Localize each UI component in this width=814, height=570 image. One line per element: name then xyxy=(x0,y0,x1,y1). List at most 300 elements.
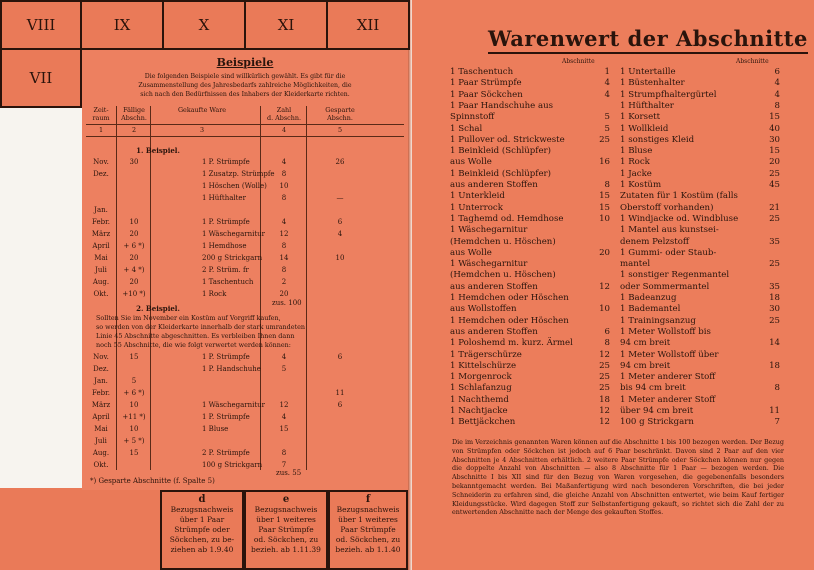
goods-cell: 1 Bluse xyxy=(202,425,229,433)
goods-item xyxy=(620,168,780,180)
goods-value: 16 xyxy=(599,157,610,168)
goods-name: 1 Schal xyxy=(450,123,483,134)
number-cell xyxy=(310,169,370,179)
goods-name: 1 sonstiger Regenmantel xyxy=(620,270,730,281)
number-cell: 12 xyxy=(279,230,289,238)
goods-name: 1 Mantel aus kunstsei- xyxy=(620,225,719,236)
goods-value: 10 xyxy=(599,213,610,224)
goods-cell: 1 P. Strümpfe xyxy=(202,353,250,361)
number-cell: 12 xyxy=(279,401,289,409)
goods-name: 1 Büstenhalter xyxy=(620,78,685,89)
goods-item xyxy=(450,292,610,304)
number-cell: 6 xyxy=(337,353,343,361)
goods-item xyxy=(620,202,780,214)
coupon-box-f xyxy=(328,490,408,570)
goods-item xyxy=(620,123,780,135)
number-cell xyxy=(310,241,370,251)
goods-name: 1 Meter anderer Stoff xyxy=(620,372,716,383)
period-cell: Mai xyxy=(94,425,108,433)
number-cell: 5 xyxy=(131,377,137,385)
goods-name: mantel xyxy=(620,259,651,270)
goods-name: aus Wolle xyxy=(450,157,492,168)
goods-name: aus anderen Stoffen xyxy=(450,326,538,337)
number-cell: 10 xyxy=(129,425,139,433)
goods-cell: 1 Hüfthalter xyxy=(202,194,246,202)
goods-name: 1 Trägerschürze xyxy=(450,349,522,360)
goods-value: 12 xyxy=(599,349,610,360)
period-cell: Nov. xyxy=(93,353,109,361)
period-cell: Juli xyxy=(95,266,107,274)
goods-value: 45 xyxy=(769,180,780,190)
goods-value: 15 xyxy=(599,191,610,202)
period-cell: Mai xyxy=(94,254,108,262)
number-cell xyxy=(264,376,304,386)
goods-value: 4 xyxy=(604,89,610,100)
goods-value: 8 xyxy=(604,338,610,349)
cut-edge xyxy=(0,108,82,488)
number-cell: 8 xyxy=(281,170,287,178)
column-header: d. Abschn. xyxy=(267,114,301,122)
period-cell: Febr. xyxy=(92,218,110,226)
coupon-xi: XI xyxy=(244,0,328,50)
number-cell: — xyxy=(336,194,344,202)
goods-name: 1 Unterrock xyxy=(450,202,503,213)
goods-cell: 1 P. Strümpfe xyxy=(202,413,250,421)
number-cell: 4 xyxy=(281,218,287,226)
page-title: Warenwert der Abschnitte xyxy=(488,26,808,54)
column-header: Gesparte xyxy=(325,106,355,114)
goods-value: 25 xyxy=(769,213,780,224)
page-fold xyxy=(408,0,412,570)
goods-item xyxy=(620,292,780,304)
goods-cell: 1 Wäschegarnitur xyxy=(202,401,266,409)
goods-name: aus Wolle xyxy=(450,247,492,258)
number-cell: 11 xyxy=(335,389,345,397)
column-header: Fällige xyxy=(123,106,145,114)
coupon-xii: XII xyxy=(326,0,410,50)
column-header: Abschn. xyxy=(121,114,147,122)
goods-item xyxy=(620,371,780,383)
goods-item xyxy=(450,100,610,112)
goods-item xyxy=(450,337,610,349)
goods-item xyxy=(620,236,780,248)
goods-name: 1 Wäschegarnitur xyxy=(450,259,528,270)
goods-value: 5 xyxy=(604,123,610,134)
column-number: 1 xyxy=(98,126,104,134)
goods-item xyxy=(450,179,610,191)
number-cell xyxy=(264,436,304,446)
goods-name: 1 Windjacke od. Windbluse xyxy=(620,213,739,224)
goods-value: 15 xyxy=(769,146,780,157)
period-cell: Aug. xyxy=(92,449,110,457)
example1-title: 1. Beispiel. xyxy=(136,146,180,155)
header-rule xyxy=(86,124,404,125)
goods-name: 1 Kittelschürze xyxy=(450,360,517,371)
coupon-x: X xyxy=(162,0,246,50)
goods-name: (Hemdchen u. Höschen) xyxy=(450,236,556,247)
number-cell: 4 xyxy=(337,230,343,238)
goods-name: 1 Meter anderer Stoff xyxy=(620,394,716,405)
number-cell xyxy=(310,412,370,422)
goods-name: 1 Meter Wollstoff über xyxy=(620,349,719,360)
period-cell: Okt. xyxy=(93,290,109,298)
goods-item xyxy=(620,213,780,225)
goods-item xyxy=(450,416,610,428)
goods-value: 25 xyxy=(599,383,610,394)
number-cell: 8 xyxy=(281,449,287,457)
goods-item xyxy=(620,179,780,191)
goods-name: 1 Poloshemd m. kurz. Ärmel xyxy=(450,338,573,349)
number-cell: 8 xyxy=(281,242,287,250)
number-cell: 20 xyxy=(129,254,139,262)
number-cell: 10 xyxy=(279,182,289,190)
goods-item xyxy=(450,269,610,281)
goods-name: aus anderen Stoffen xyxy=(450,281,538,292)
goods-name: 1 Paar Strümpfe xyxy=(450,78,522,89)
goods-item xyxy=(450,326,610,338)
goods-value: 25 xyxy=(769,259,780,270)
coupon-viii: VIII xyxy=(0,0,82,50)
col-head-right: Abschnitte xyxy=(736,58,769,65)
goods-name: 1 Strumpfhaltergürtel xyxy=(620,89,717,100)
number-cell: 10 xyxy=(335,254,345,262)
goods-name: 1 Taghemd od. Hemdhose xyxy=(450,213,564,224)
goods-value: 10 xyxy=(599,304,610,315)
goods-item xyxy=(620,303,780,315)
goods-value: 6 xyxy=(774,67,780,77)
goods-value: 14 xyxy=(769,338,780,349)
goods-item xyxy=(450,371,610,383)
goods-value: 35 xyxy=(769,236,780,247)
goods-item xyxy=(620,190,780,202)
goods-item xyxy=(620,281,780,293)
column-number: 5 xyxy=(337,126,343,134)
goods-item xyxy=(620,66,780,78)
goods-name: 1 Hemdchen oder Höschen xyxy=(450,293,569,303)
goods-value: 35 xyxy=(769,281,780,292)
goods-value: 6 xyxy=(604,326,610,337)
goods-value: 8 xyxy=(604,180,610,190)
goods-value: 4 xyxy=(604,78,610,89)
number-cell: 10 xyxy=(129,218,139,226)
goods-value: 12 xyxy=(599,417,610,428)
goods-cell: 100 g Strickgarn xyxy=(202,461,263,469)
goods-value: 25 xyxy=(769,168,780,179)
goods-item xyxy=(620,337,780,349)
period-cell: April xyxy=(92,242,110,250)
goods-item xyxy=(620,134,780,146)
goods-name: 1 Meter Wollstoff bis xyxy=(620,326,711,337)
coupon-vii: VII xyxy=(0,48,82,108)
goods-name: 1 Hüfthalter xyxy=(620,100,674,111)
goods-cell: 200 g Strickgarn xyxy=(202,254,263,262)
goods-item xyxy=(450,89,610,101)
period-cell xyxy=(86,193,116,203)
goods-item xyxy=(450,168,610,180)
number-cell: 6 xyxy=(337,401,343,409)
column-header: raum xyxy=(92,114,110,122)
goods-item xyxy=(620,247,780,259)
sum-1: zus. 100 xyxy=(272,299,302,307)
goods-item xyxy=(620,382,780,394)
goods-value: 8 xyxy=(774,383,780,394)
goods-value: 18 xyxy=(769,360,780,371)
goods-item xyxy=(620,315,780,327)
period-cell: Dez. xyxy=(93,170,109,178)
goods-item xyxy=(620,100,780,112)
number-cell: + 6 *) xyxy=(123,389,145,397)
goods-value: 4 xyxy=(774,89,780,100)
intro-line: Die folgenden Beispiele sind willkürlich gewählt. Es gibt für die xyxy=(144,73,346,80)
sum-2: zus. 55 xyxy=(276,469,302,477)
number-cell xyxy=(310,424,370,434)
goods-value: 12 xyxy=(599,281,610,292)
example2-text: so werden von der Kleiderkarte innerhalb der stark umrandeten xyxy=(96,323,306,331)
number-cell xyxy=(264,388,304,398)
goods-cell: 1 P. Strümpfe xyxy=(202,158,250,166)
number-cell xyxy=(118,181,150,191)
goods-name: 100 g Strickgarn xyxy=(620,417,694,428)
goods-name: Zutaten für 1 Kostüm (falls xyxy=(620,191,738,202)
goods-name: 1 Wollkleid xyxy=(620,123,669,134)
column-header: Gekaufte Ware xyxy=(177,106,227,114)
number-cell: 6 xyxy=(337,218,343,226)
examples-title: Beispiele xyxy=(216,56,274,69)
goods-name: 94 cm breit xyxy=(620,360,671,371)
goods-name: 1 Wäschegarnitur xyxy=(450,225,528,236)
coupon-text: od. Söckchen, zu xyxy=(335,535,401,544)
goods-value: 4 xyxy=(774,78,780,89)
goods-name: 1 Pullover od. Strickweste xyxy=(450,134,565,145)
goods-item xyxy=(620,258,780,270)
number-cell: 15 xyxy=(279,425,289,433)
coupon-box-d xyxy=(160,490,244,570)
column-number: 3 xyxy=(199,126,205,134)
goods-item xyxy=(620,405,780,417)
goods-cell: 1 Zusatzp. Strümpfe xyxy=(202,170,275,178)
goods-name: 1 Badeanzug xyxy=(620,293,677,303)
goods-value: 25 xyxy=(599,372,610,383)
goods-cell: 1 Wäschegarnitur xyxy=(202,230,266,238)
goods-item xyxy=(450,315,610,327)
goods-value: 15 xyxy=(769,112,780,123)
example2-title: 2. Beispiel. xyxy=(136,304,180,313)
goods-name: 1 Trainingsanzug xyxy=(620,315,696,326)
goods-value: 11 xyxy=(769,406,780,416)
number-cell: 4 xyxy=(281,158,287,166)
coupon-ix: IX xyxy=(80,0,164,50)
period-cell: Okt. xyxy=(93,461,109,469)
column-divider xyxy=(150,106,151,470)
number-cell xyxy=(118,193,150,203)
goods-item xyxy=(450,258,610,270)
goods-name: 1 Korsett xyxy=(620,112,661,123)
goods-value: 1 xyxy=(604,67,610,77)
number-cell: 15 xyxy=(129,353,139,361)
goods-name: 1 Paar Söckchen xyxy=(450,89,523,100)
goods-name: 1 Nachtjacke xyxy=(450,406,508,416)
example2-text: Sollten Sie im November ein Kostüm auf Vorgriff kaufen, xyxy=(96,314,281,322)
goods-name: aus anderen Stoffen xyxy=(450,180,538,190)
goods-item xyxy=(620,89,780,101)
goods-item xyxy=(620,394,780,406)
goods-item xyxy=(450,303,610,315)
goods-item xyxy=(450,349,610,361)
goods-item xyxy=(450,134,610,146)
goods-item xyxy=(450,360,610,372)
number-cell xyxy=(264,205,304,215)
coupon-text: bezieh. ab 1.11.39 xyxy=(251,545,321,554)
goods-item xyxy=(450,247,610,259)
number-cell: + 5 *) xyxy=(123,437,145,445)
number-cell: 4 xyxy=(281,413,287,421)
goods-item xyxy=(450,281,610,293)
goods-name: über 94 cm breit xyxy=(620,406,694,416)
example2-text: noch 55 Abschnitte, die wie folgt verwertet werden können: xyxy=(96,341,291,349)
goods-value: 7 xyxy=(774,417,780,428)
goods-name: aus Wollstoffen xyxy=(450,304,517,315)
goods-item xyxy=(620,326,780,338)
goods-item xyxy=(450,123,610,135)
goods-cell: 1 Höschen (Wolle) xyxy=(202,182,267,190)
intro-line: sich nach den Bedürfnissen des Inhabers der Kleiderkarte richten. xyxy=(140,91,350,98)
goods-item xyxy=(620,269,780,281)
goods-name: 1 Rock xyxy=(620,157,650,168)
goods-item xyxy=(450,213,610,225)
number-cell: 8 xyxy=(281,266,287,274)
goods-value: 30 xyxy=(769,134,780,145)
goods-item xyxy=(450,111,610,123)
column-number: 4 xyxy=(281,126,287,134)
goods-item xyxy=(620,156,780,168)
intro-line: Zusammenstellung des Jahresbedarfs zahlreiche Möglichkeiten, die xyxy=(138,82,352,89)
goods-value: 40 xyxy=(769,123,780,134)
number-cell: 15 xyxy=(129,449,139,457)
goods-name: 1 Nachthemd xyxy=(450,394,509,405)
number-cell xyxy=(118,169,150,179)
number-cell: 14 xyxy=(279,254,289,262)
goods-item xyxy=(450,190,610,202)
coupon-letter: e xyxy=(282,494,290,505)
goods-cell: 1 P. Strümpfe xyxy=(202,218,250,226)
goods-name: 1 Morgenrock xyxy=(450,372,512,383)
column-header: Zahl xyxy=(276,106,292,114)
coupon-letter: f xyxy=(365,494,371,505)
examples-footnote: *) Gesparte Abschnitte (f. Spalte 5) xyxy=(90,477,215,485)
goods-name: Oberstoff vorhanden) xyxy=(620,202,714,213)
number-cell xyxy=(310,436,370,446)
number-cell xyxy=(118,460,150,470)
column-header: Abschn. xyxy=(327,114,353,122)
coupon-text: od. Söckchen, zu xyxy=(253,535,319,544)
number-cell: 20 xyxy=(129,278,139,286)
coupon-text: Bezugsnachweis xyxy=(336,505,400,514)
goods-item xyxy=(450,66,610,78)
period-cell: April xyxy=(92,413,110,421)
goods-cell: 1 Taschentuch xyxy=(202,278,254,286)
number-cell xyxy=(310,376,370,386)
coupon-text: Paar Strümpfe xyxy=(340,525,396,534)
number-cell: 5 xyxy=(281,365,287,373)
coupon-text: Bezugsnachweis xyxy=(170,505,234,514)
period-cell: Jan. xyxy=(94,206,108,214)
coupon-text: ziehen ab 1.9.40 xyxy=(170,545,234,554)
goods-name: 1 sonstiges Kleid xyxy=(620,134,695,145)
header-rule xyxy=(86,136,404,137)
goods-value: 15 xyxy=(599,202,610,213)
goods-name: 94 cm breit xyxy=(620,338,671,349)
period-cell: Juli xyxy=(95,437,107,445)
period-cell: Febr. xyxy=(92,389,110,397)
coupon-text: Bezugsnachweis xyxy=(254,505,318,514)
coupon-text: über 1 Paar xyxy=(179,515,225,524)
number-cell: 20 xyxy=(129,230,139,238)
goods-name: 1 Gummi- oder Staub- xyxy=(620,247,717,258)
coupon-text: Strümpfe oder xyxy=(174,525,230,534)
goods-cell: 1 Hemdhose xyxy=(202,242,247,250)
goods-name: 1 Untertaille xyxy=(620,67,676,77)
goods-name: 1 Schlafanzug xyxy=(450,383,512,394)
goods-item xyxy=(450,156,610,168)
column-header: Zeit- xyxy=(93,106,109,114)
goods-value: 20 xyxy=(769,157,780,168)
goods-name: bis 94 cm breit xyxy=(620,383,686,394)
goods-value: 18 xyxy=(769,293,780,303)
goods-name: 1 Paar Handschuhe aus xyxy=(450,100,554,111)
number-cell xyxy=(118,205,150,215)
goods-name: 1 Unterkleid xyxy=(450,191,505,202)
example2-text: Linie 45 Abschnitte abgeschnitten. Es verbleiben Ihnen dann xyxy=(96,332,295,340)
goods-name: 1 Taschentuch xyxy=(450,67,514,77)
goods-item xyxy=(450,405,610,417)
goods-value: 25 xyxy=(599,134,610,145)
number-cell: 4 xyxy=(281,353,287,361)
goods-item xyxy=(450,382,610,394)
coupon-box-e xyxy=(244,490,328,570)
goods-item xyxy=(620,145,780,157)
goods-name: (Hemdchen u. Höschen) xyxy=(450,270,556,281)
coupon-text: bezieh. ab 1.1.40 xyxy=(335,545,401,554)
number-cell: 26 xyxy=(335,158,345,166)
period-cell: Nov. xyxy=(93,158,109,166)
goods-value: 21 xyxy=(769,202,780,213)
goods-value: 8 xyxy=(774,100,780,111)
col-head-left: Abschnitte xyxy=(562,58,595,65)
goods-cell: 1 P. Handschuhe xyxy=(202,365,261,373)
coupon-text: Paar Strümpfe xyxy=(258,525,314,534)
number-cell: + 4 *) xyxy=(123,266,145,274)
period-cell: März xyxy=(91,230,111,238)
goods-item xyxy=(450,236,610,248)
goods-item xyxy=(450,394,610,406)
goods-cell: 1 Rock xyxy=(202,290,227,298)
footnote-text: Die im Verzeichnis genannten Waren können auf die Abschnitte 1 bis 100 bezogen werden. Der Bezug von Strümpfen oder Söckchen ist jedoch auf 6 Paar beschränkt. Davon sind 2 Paar auf den vier Abschnitten je 4 Abschnitten erhältlich. 2 weitere Paar Strümpfe oder Söckchen können nur gegen die doppelte Anzahl von Abschnitten — also 8 Abschnitte für 1 Paar — bezogen werden. Die Abschnitte I bis XII sind für den Bezug von Waren vorgesehen, die gegebenenfalls besonders bekanntgemacht werden. Bei Maßanfertigung wird nach besonderen Vorschriften, die bei jeder Schneiderin zu erfahren sind, die gleiche Anzahl von Abschnitten entwertet, wie beim Kauf fertiger Kleidungsstücke. Wird dagegen Stoff zur Selbstanfertigung gekauft, so richtet sich die Zahl der zu entwertenden Abschnitte nach der Menge des gekauften Stoffes. xyxy=(452,438,784,517)
goods-value: 5 xyxy=(604,112,610,123)
goods-name: 1 Bademantel xyxy=(620,304,681,315)
number-cell: +10 *) xyxy=(122,290,146,298)
goods-value: 30 xyxy=(769,304,780,315)
number-cell: 8 xyxy=(281,194,287,202)
number-cell xyxy=(310,277,370,287)
period-cell: Dez. xyxy=(93,365,109,373)
goods-item xyxy=(620,224,780,236)
goods-name: 1 Jacke xyxy=(620,168,652,179)
number-cell: 30 xyxy=(129,158,139,166)
goods-name: denem Pelzstoff xyxy=(620,236,689,247)
number-cell: 7 xyxy=(281,461,287,469)
number-cell xyxy=(310,181,370,191)
goods-value: 18 xyxy=(599,394,610,405)
